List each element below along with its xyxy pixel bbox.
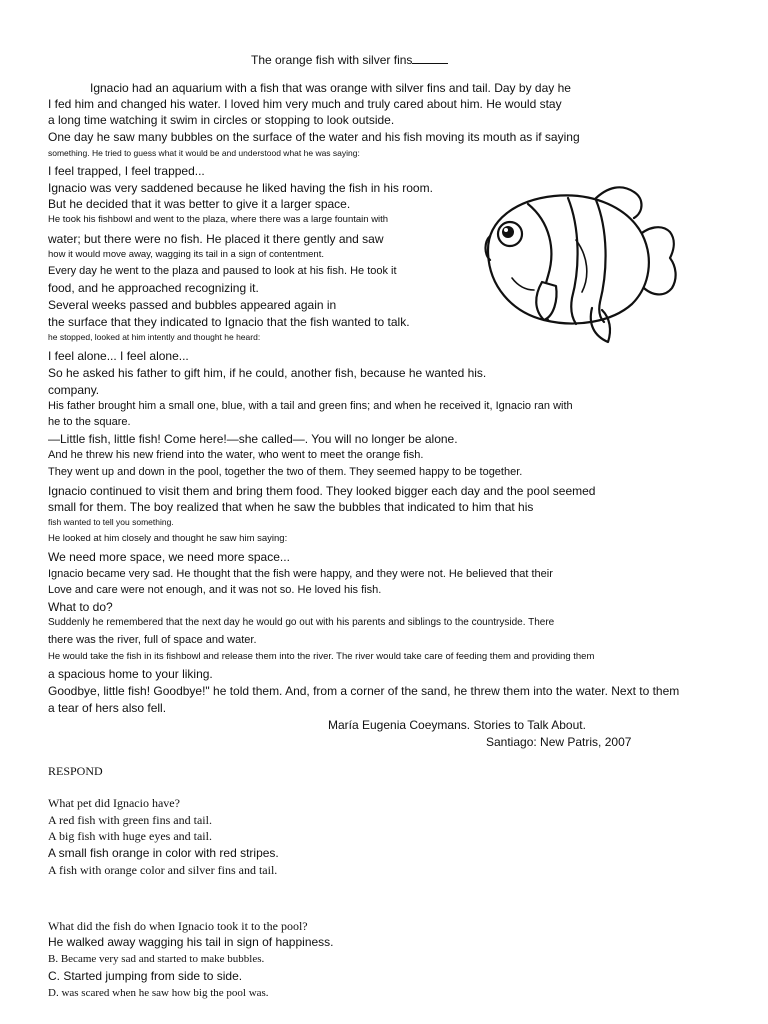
story-line: he to the square. [48,416,131,428]
story-line: small for them. The boy realized that when he saw the bubbles that indicated to him that his [48,500,534,514]
story-line: how it would move away, wagging its tail in a sign of contentment. [48,249,324,260]
clownfish-drawing-icon [476,178,686,346]
story-line: We need more space, we need more space... [48,550,290,564]
story-line: Every day he went to the plaza and paused to look at his fish. He took it [48,265,397,277]
story-line: One day he saw many bubbles on the surface of the water and his fish moving its mouth as if saying [48,130,580,144]
story-line: His father brought him a small one, blue, with a tail and green fins; and when he received it, Ignacio ran with [48,400,573,412]
question-1-option: A big fish with huge eyes and tail. [48,829,212,843]
story-line: Goodbye, little fish! Goodbye!" he told them. And, from a corner of the sand, he threw them into the water. Next to them [48,684,680,698]
title-underline [412,53,448,64]
question-2-option: B. Became very sad and started to make bubbles. [48,953,265,965]
story-line: I fed him and changed his water. I loved him very much and truly cared about him. He would stay [48,97,562,111]
story-line: he stopped, looked at him intently and thought he heard: [48,332,261,342]
story-line: They went up and down in the pool, together the two of them. They seemed happy to be together. [48,466,523,478]
question-2-option: D. was scared when he saw how big the pool was. [48,987,269,999]
citation-publisher: Santiago: New Patris, 2007 [486,735,632,749]
story-line: food, and he approached recognizing it. [48,281,259,295]
story-line: the surface that they indicated to Ignacio that the fish wanted to talk. [48,315,410,329]
question-1-option: A small fish orange in color with red stripes. [48,846,279,860]
question-1-option: A red fish with green fins and tail. [48,813,212,827]
story-line: —Little fish, little fish! Come here!—she called—. You will no longer be alone. [48,432,458,446]
story-line: I feel trapped, I feel trapped... [48,164,205,178]
story-line: Several weeks passed and bubbles appeared again in [48,298,337,312]
respond-heading: RESPOND [48,764,103,778]
question-1: What pet did Ignacio have? [48,796,180,810]
story-line: He looked at him closely and thought he saw him saying: [48,533,288,544]
story-line: company. [48,383,100,397]
story-line: Ignacio became very sad. He thought that the fish were happy, and they were not. He believed that their [48,568,553,580]
story-line: But he decided that it was better to give it a larger space. [48,197,351,211]
story-line: fish wanted to tell you something. [48,517,174,527]
page-title: The orange fish with silver fins [251,53,448,67]
question-2: What did the fish do when Ignacio took it to the pool? [48,919,308,933]
citation-author: María Eugenia Coeymans. Stories to Talk About. [328,718,586,732]
story-line: Suddenly he remembered that the next day he would go out with his parents and siblings to the countryside. There [48,617,555,628]
story-line: He would take the fish in its fishbowl and release them into the river. The river would take care of feeding them and providing them [48,651,595,662]
story-line: Love and care were not enough, and it was not so. He loved his fish. [48,584,382,596]
story-line: What to do? [48,600,113,614]
story-line: So he asked his father to gift him, if he could, another fish, because he wanted his. [48,366,487,380]
story-line: something. He tried to guess what it would be and understood what he was saying: [48,148,360,158]
question-2-option: He walked away wagging his tail in sign of happiness. [48,935,334,949]
story-line: a spacious home to your liking. [48,667,213,681]
story-line: He took his fishbowl and went to the plaza, where there was a large fountain with [48,214,389,225]
story-line: And he threw his new friend into the water, who went to meet the orange fish. [48,449,424,461]
story-line: Ignacio was very saddened because he liked having the fish in his room. [48,181,433,195]
story-line: a tear of hers also fell. [48,701,167,715]
story-line: I feel alone... I feel alone... [48,349,189,363]
question-2-option: C. Started jumping from side to side. [48,969,243,983]
story-line: Ignacio continued to visit them and bring them food. They looked bigger each day and the pool seemed [48,484,596,498]
story-line: Ignacio had an aquarium with a fish that was orange with silver fins and tail. Day by day he [90,81,571,95]
story-line: there was the river, full of space and water. [48,634,257,646]
story-line: water; but there were no fish. He placed it there gently and saw [48,232,384,246]
question-1-option: A fish with orange color and silver fins and tail. [48,863,278,877]
story-line: a long time watching it swim in circles or stopping to look outside. [48,113,395,127]
